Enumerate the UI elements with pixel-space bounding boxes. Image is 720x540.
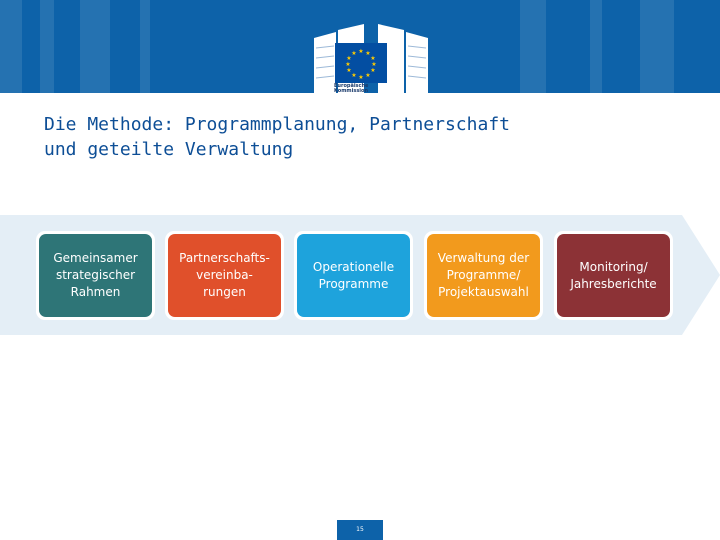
step-label-line: rungen: [203, 285, 246, 299]
step-label-line: Programme/: [446, 268, 521, 282]
slide-title-line: Die Methode: Programmplanung, Partnerschaft: [44, 114, 510, 135]
logo-caption-line: Kommission: [334, 88, 369, 94]
svg-text:★: ★: [346, 67, 352, 74]
step-label-line: Rahmen: [70, 285, 121, 299]
step-box: [297, 234, 410, 317]
slide-title-line: und geteilte Verwaltung: [44, 139, 294, 160]
svg-text:★: ★: [370, 55, 376, 62]
svg-text:★: ★: [358, 48, 364, 55]
step-box: [168, 234, 281, 317]
step-label-line: vereinba-: [196, 268, 253, 282]
step-label: [313, 259, 394, 293]
page-number: 15: [337, 520, 383, 540]
svg-text:★: ★: [370, 67, 376, 74]
svg-text:★: ★: [358, 74, 364, 81]
step-label: [179, 250, 270, 301]
svg-text:★: ★: [365, 50, 371, 57]
step-label-line: Projektauswahl: [438, 285, 529, 299]
step-label-line: Programme: [318, 276, 389, 291]
step-label-line: Gemeinsamer: [53, 251, 138, 265]
step-label-line: Verwaltung der: [437, 251, 530, 265]
svg-text:★: ★: [365, 72, 371, 79]
svg-text:★: ★: [371, 61, 377, 68]
step-label-line: Jahresberichte: [570, 276, 657, 291]
step-label: [53, 250, 137, 301]
step-box: [557, 234, 670, 317]
step-label-line: strategischer: [55, 268, 136, 282]
svg-text:★: ★: [345, 61, 351, 68]
step-label: [438, 250, 529, 301]
svg-text:★: ★: [351, 50, 357, 57]
step-box: [39, 234, 152, 317]
svg-text:★: ★: [346, 55, 352, 62]
step-label-line: Operationelle: [312, 259, 395, 274]
step-label-line: Partnerschafts-: [179, 251, 270, 265]
step-box: [427, 234, 540, 317]
logo-caption-line: Europäische: [334, 83, 369, 89]
svg-text:★: ★: [351, 72, 357, 79]
step-label: [570, 259, 656, 293]
step-label-line: Monitoring/: [579, 259, 648, 274]
